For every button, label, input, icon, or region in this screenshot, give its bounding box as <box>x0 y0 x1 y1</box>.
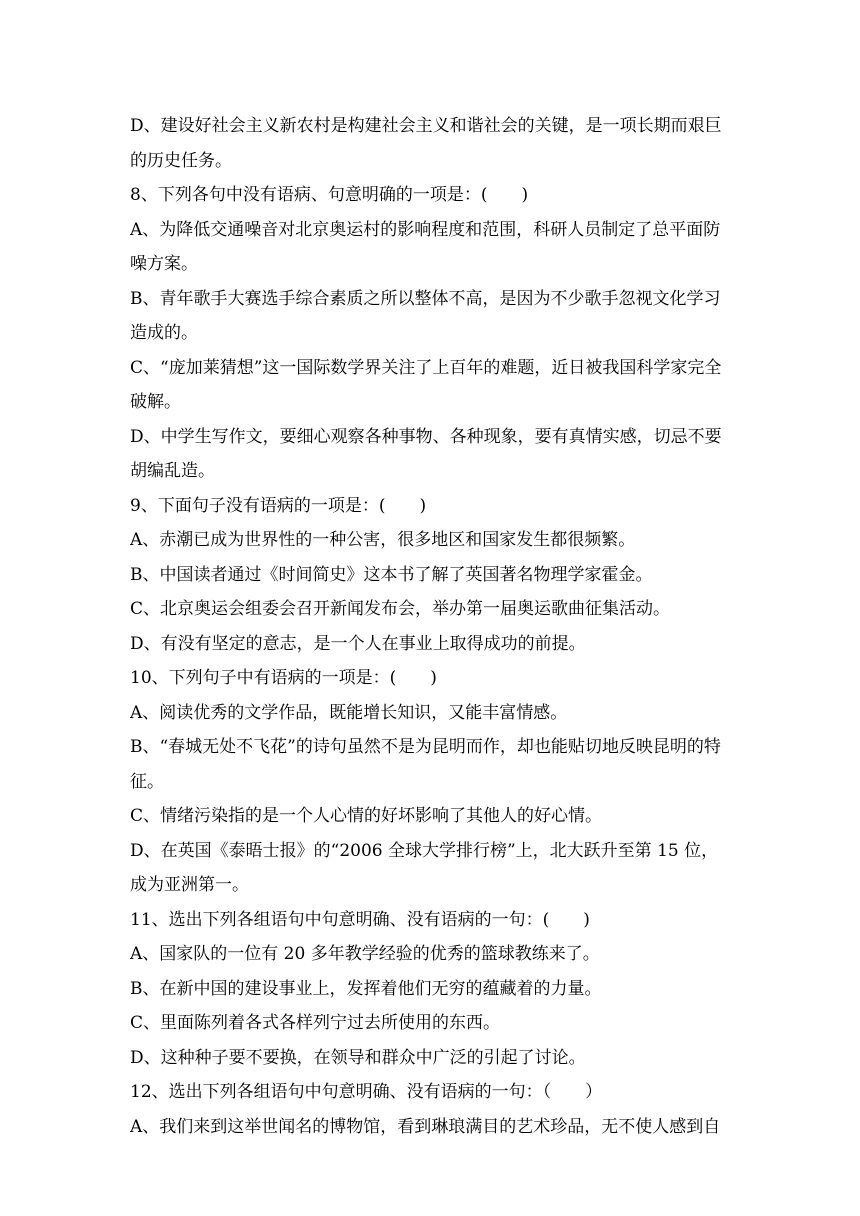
option-10b-line-1: B、“春城无处不飞花”的诗句虽然不是为昆明而作，却也能贴切地反映昆明的特 <box>130 737 721 757</box>
option-8a-line-1: A、为降低交通噪音对北京奥运村的影响程度和范围，科研人员制定了总平面防 <box>130 219 721 240</box>
option-7d-line-2: 的历史任务。 <box>130 150 232 171</box>
question-11-stem: 11、选出下列各组语句中句意明确、没有语病的一句：( ) <box>130 909 590 930</box>
question-8-stem: 8、下列各句中没有语病、句意明确的一项是：( ) <box>130 185 529 205</box>
option-8b-line-2: 造成的。 <box>130 323 198 343</box>
option-9c: C、北京奥运会组委会召开新闻发布会，举办第一届奥运歌曲征集活动。 <box>130 599 671 619</box>
question-10-stem: 10、下列句子中有语病的一项是：( ) <box>130 668 437 688</box>
option-10a: A、阅读优秀的文学作品，既能增长知识，又能丰富情感。 <box>130 702 568 723</box>
question-9-stem: 9、下面句子没有语病的一项是：( ) <box>130 495 427 516</box>
option-11d: D、这种种子要不要换，在领导和群众中广泛的引起了讨论。 <box>130 1047 586 1068</box>
question-12-stem: 12、选出下列各组语句中句意明确、没有语病的一句：（ ） <box>130 1082 603 1102</box>
option-12a-line-1: A、我们来到这举世闻名的博物馆，看到琳琅满目的艺术珍品，无不使人感到自 <box>130 1116 721 1137</box>
option-8b-line-1: B、青年歌手大赛选手综合素质之所以整体不高，是因为不少歌手忽视文化学习 <box>130 288 721 309</box>
option-11a: A、国家队的一位有 20 多年教学经验的优秀的篮球教练来了。 <box>130 944 600 964</box>
option-9b: B、中国读者通过《时间简史》这本书了解了英国著名物理学家霍金。 <box>130 564 653 585</box>
option-8c-line-1: C、“庞加莱猜想”这一国际数学界关注了上百年的难题，近日被我国科学家完全 <box>130 357 722 378</box>
option-10c: C、情绪污染指的是一个人心情的好坏影响了其他人的好心情。 <box>130 806 603 826</box>
option-8d-line-1: D、中学生写作文，要细心观察各种事物、各种现象，要有真情实感，切忌不要 <box>130 426 722 447</box>
option-10d-line-2: 成为亚洲第一。 <box>130 875 249 895</box>
option-10d-line-1: D、在英国《泰晤士报》的“2006 全球大学排行榜”上，北大跃升至第 15 位， <box>130 840 719 861</box>
option-11b: B、在新中国的建设事业上，发挥着他们无穷的蕴藏着的力量。 <box>130 978 602 999</box>
option-8d-line-2: 胡编乱造。 <box>130 461 215 481</box>
option-10b-line-2: 征。 <box>130 771 164 792</box>
option-7d-line-1: D、建设好社会主义新农村是构建社会主义和谐社会的关键，是一项长期而艰巨 <box>130 116 722 136</box>
option-9a: A、赤潮已成为世界性的一种公害，很多地区和国家发生都很频繁。 <box>130 530 636 550</box>
option-9d: D、有没有坚定的意志，是一个人在事业上取得成功的前提。 <box>130 633 586 654</box>
option-8c-line-2: 破解。 <box>130 392 181 412</box>
document-body <box>130 109 740 1144</box>
option-11c: C、里面陈列着各式各样列宁过去所使用的东西。 <box>130 1013 501 1033</box>
option-8a-line-2: 噪方案。 <box>130 254 198 274</box>
